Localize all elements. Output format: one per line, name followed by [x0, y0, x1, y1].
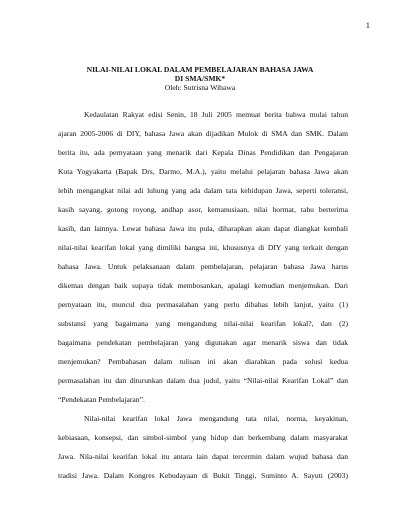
paragraph-line: Jawa. Nila-nilai kearifan lokal itu antara lain dapat tercermin dalam wujud bahasa dan [58, 452, 348, 461]
title-line-1: NILAI-NILAI LOKAL DALAM PEMBELAJARAN BAHASA JAWA [86, 65, 314, 74]
paragraph-line: Kedaulatan Rakyat edisi Senin, 18 Juli 2005 memuat berita bahwa mulai tahun [84, 110, 348, 119]
paragraph-line: bagaimana pendekatan pembelajaran yang digunakan agar menarik siswa dan tidak [58, 338, 348, 347]
paragraph-line: pernyataan itu, muncul dua permasalahan yang perlu dibahas lebih lanjut, yaitu (1) [58, 300, 348, 309]
paragraph-line: kasih, dan lainnya. Lewat bahasa Jawa itu pula, diharapkan akan dapat diangkat kembali [58, 224, 348, 233]
document-title [0, 65, 400, 83]
paragraph-line: tradisi Jawa. Dalam Kongres Kebudayaan di Bukit Tinggi, Suminto A. Sayuti (2003) [58, 471, 348, 480]
paragraph-line: ajaran 2005-2006 di DIY, bahasa Jawa akan dijadikan Mulok di SMA dan SMK. Dalam [58, 129, 348, 138]
paragraph-line: menjemukan? Pembahasan dalam tulisan ini akan diarahkan pada solusi kedua [58, 357, 348, 366]
paragraph-line: kasih sayang, gotong royong, andhap asor, kemanusiaan, nilai hormat, tahu berterima [58, 205, 348, 214]
paragraph-line: permasalahan itu dan diturunkan dalam dua judul, yaitu “Nilai-nilai Kearifan Lokal” dan [58, 376, 348, 385]
paragraph-line: kebiasaan, konsepsi, dan simbol-simbol yang hidup dan berkembang dalam masyarakat [58, 433, 348, 442]
paragraph-line: Nilai-nilai kearifan lokal Jawa mengandung tata nilai, norma, keyakinan, [84, 414, 348, 423]
paragraph-line: “Pendekatan Pembelajaran”. [58, 395, 145, 404]
paragraph-line: bahasa Jawa. Untuk pelaksanaan dalam pembelajaran, pelajaran bahasa Jawa harus [58, 262, 348, 271]
page-number: 1 [365, 20, 370, 30]
paragraph-line: lebih mengangkat nilai adi luhung yang ada dalam tata kehidupan Jawa, seperti toleransi, [58, 186, 348, 195]
paragraph-line: nilai-nilai kearifan lokal yang dimiliki bangsa ini, khususnya di DIY yang terkait dengan [58, 243, 348, 252]
paragraph-line: dikemas dengan baik supaya tidak membosankan, apalagi kemudian menjemukan. Dari [58, 281, 348, 290]
paragraph-line: substansi yang bagaimana yang mengandung nilai-nilai kearifan lokal?, dan (2) [58, 319, 348, 328]
paragraph-line: berita itu, ada pernyataan yang menarik dari Kepala Dinas Pendidikan dan Pengajaran [58, 148, 348, 157]
title-line-2: DI SMA/SMK* [174, 74, 226, 83]
author-byline: Oleh: Sutrisna Wibawa [164, 83, 236, 92]
paragraph-line: Kota Yogyakarta (Bapak Drs, Darmo, M.A.), yaitu melalui pelajaran bahasa Jawa akan [58, 167, 348, 176]
